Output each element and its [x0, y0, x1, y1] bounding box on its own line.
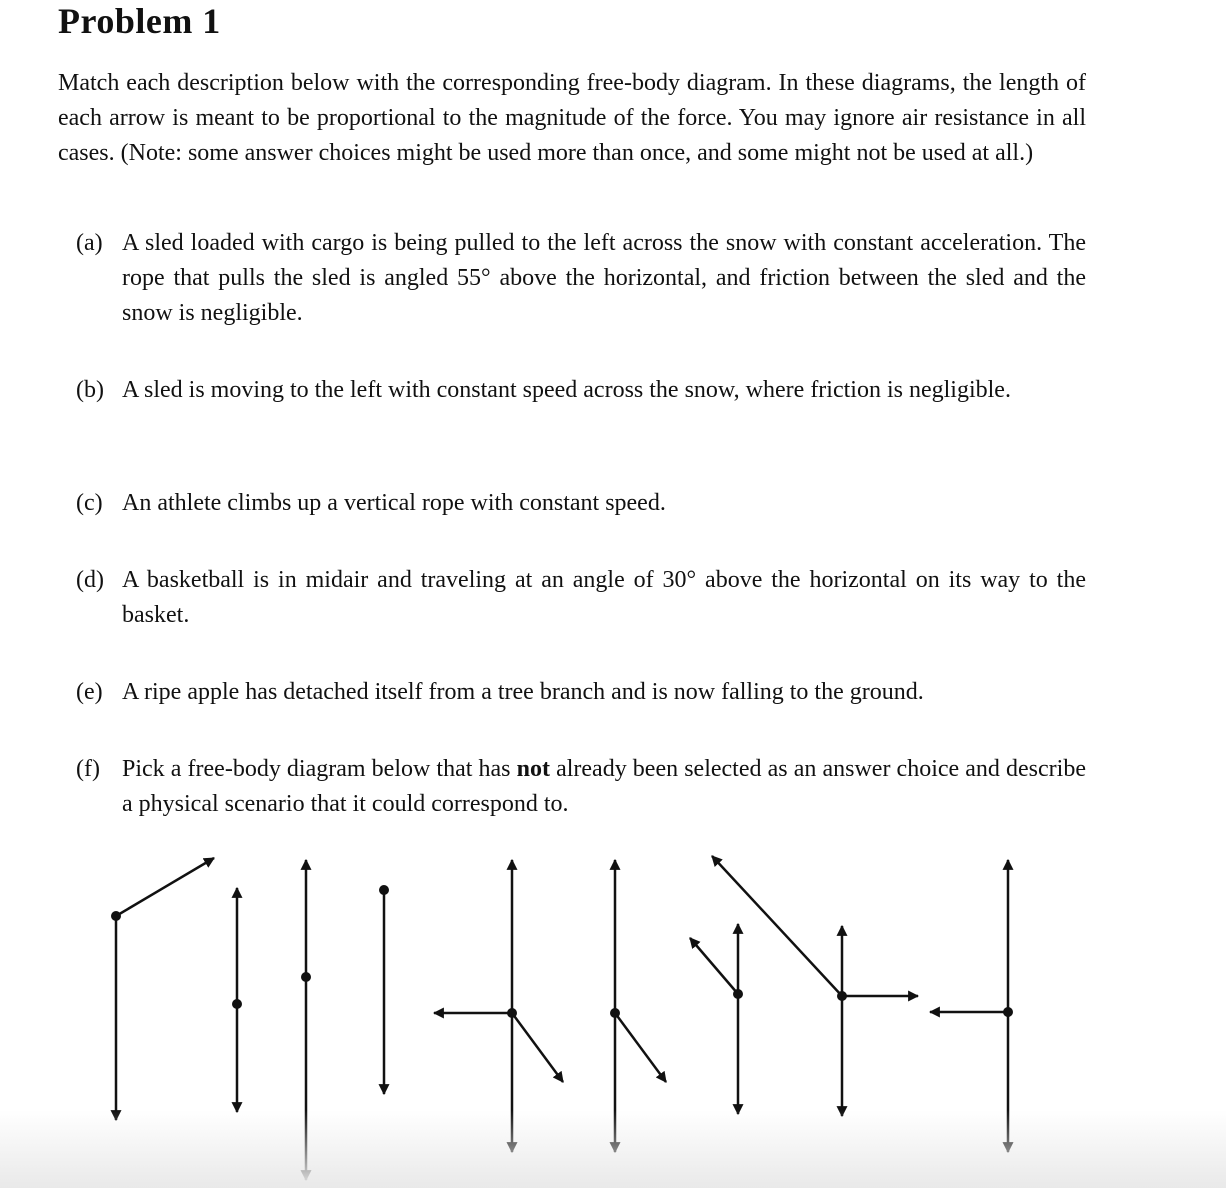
- diagram-9: [930, 860, 1008, 1152]
- item-text: A basketball is in midair and traveling at an angle of 30° above the horizontal on its way to the basket.: [122, 567, 1086, 628]
- diagram-dot: [507, 1008, 517, 1018]
- diagram-7: [690, 924, 738, 1114]
- item-label: (d): [76, 567, 104, 593]
- diagram-dot: [232, 999, 242, 1009]
- item-e: [76, 675, 1086, 710]
- diagram-6: [615, 860, 666, 1152]
- item-c: [76, 486, 1086, 521]
- bottom-fade: [0, 1110, 1226, 1188]
- item-text: Pick a free-body diagram below that has not already been selected as an answer choice and describe a physical scenario that it could correspond to.: [122, 756, 1086, 817]
- item-text: A sled loaded with cargo is being pulled to the left across the snow with constant acceleration. The rope that pulls the sled is angled 55° above the horizontal, and friction between the sled and the snow is negligible.: [122, 230, 1086, 326]
- item-label: (c): [76, 490, 103, 516]
- item-b: [76, 373, 1086, 408]
- diagram-dot: [301, 972, 311, 982]
- emphasis-not: not: [516, 756, 550, 782]
- item-d: [76, 563, 1086, 633]
- item-a: [76, 226, 1086, 331]
- item-text: An athlete climbs up a vertical rope with constant speed.: [122, 490, 666, 516]
- diagram-5: [434, 860, 563, 1152]
- diagram-dot: [111, 911, 121, 921]
- diagram-1: [116, 858, 214, 1120]
- item-text: A sled is moving to the left with constant speed across the snow, where friction is negligible.: [122, 377, 1011, 403]
- diagram-8: [712, 856, 918, 1116]
- problem-intro: Match each description below with the corresponding free-body diagram. In these diagrams, the length of each arrow is meant to be proportional to the magnitude of the force. You may ignore air resistance in all cases. (Note: some answer choices might be used more than once, and some might not be used at all.): [58, 70, 1086, 166]
- diagram-dot: [610, 1008, 620, 1018]
- diagram-dot: [837, 991, 847, 1001]
- diagram-dot: [379, 885, 389, 895]
- item-label: (f): [76, 756, 100, 782]
- diagram-dot: [733, 989, 743, 999]
- item-label: (b): [76, 377, 104, 403]
- item-label: (e): [76, 679, 103, 705]
- diagram-dot: [1003, 1007, 1013, 1017]
- item-f: [76, 752, 1086, 822]
- item-text: A ripe apple has detached itself from a tree branch and is now falling to the ground.: [122, 679, 924, 705]
- item-label: (a): [76, 230, 103, 256]
- problem-title: Problem 1: [58, 1, 221, 41]
